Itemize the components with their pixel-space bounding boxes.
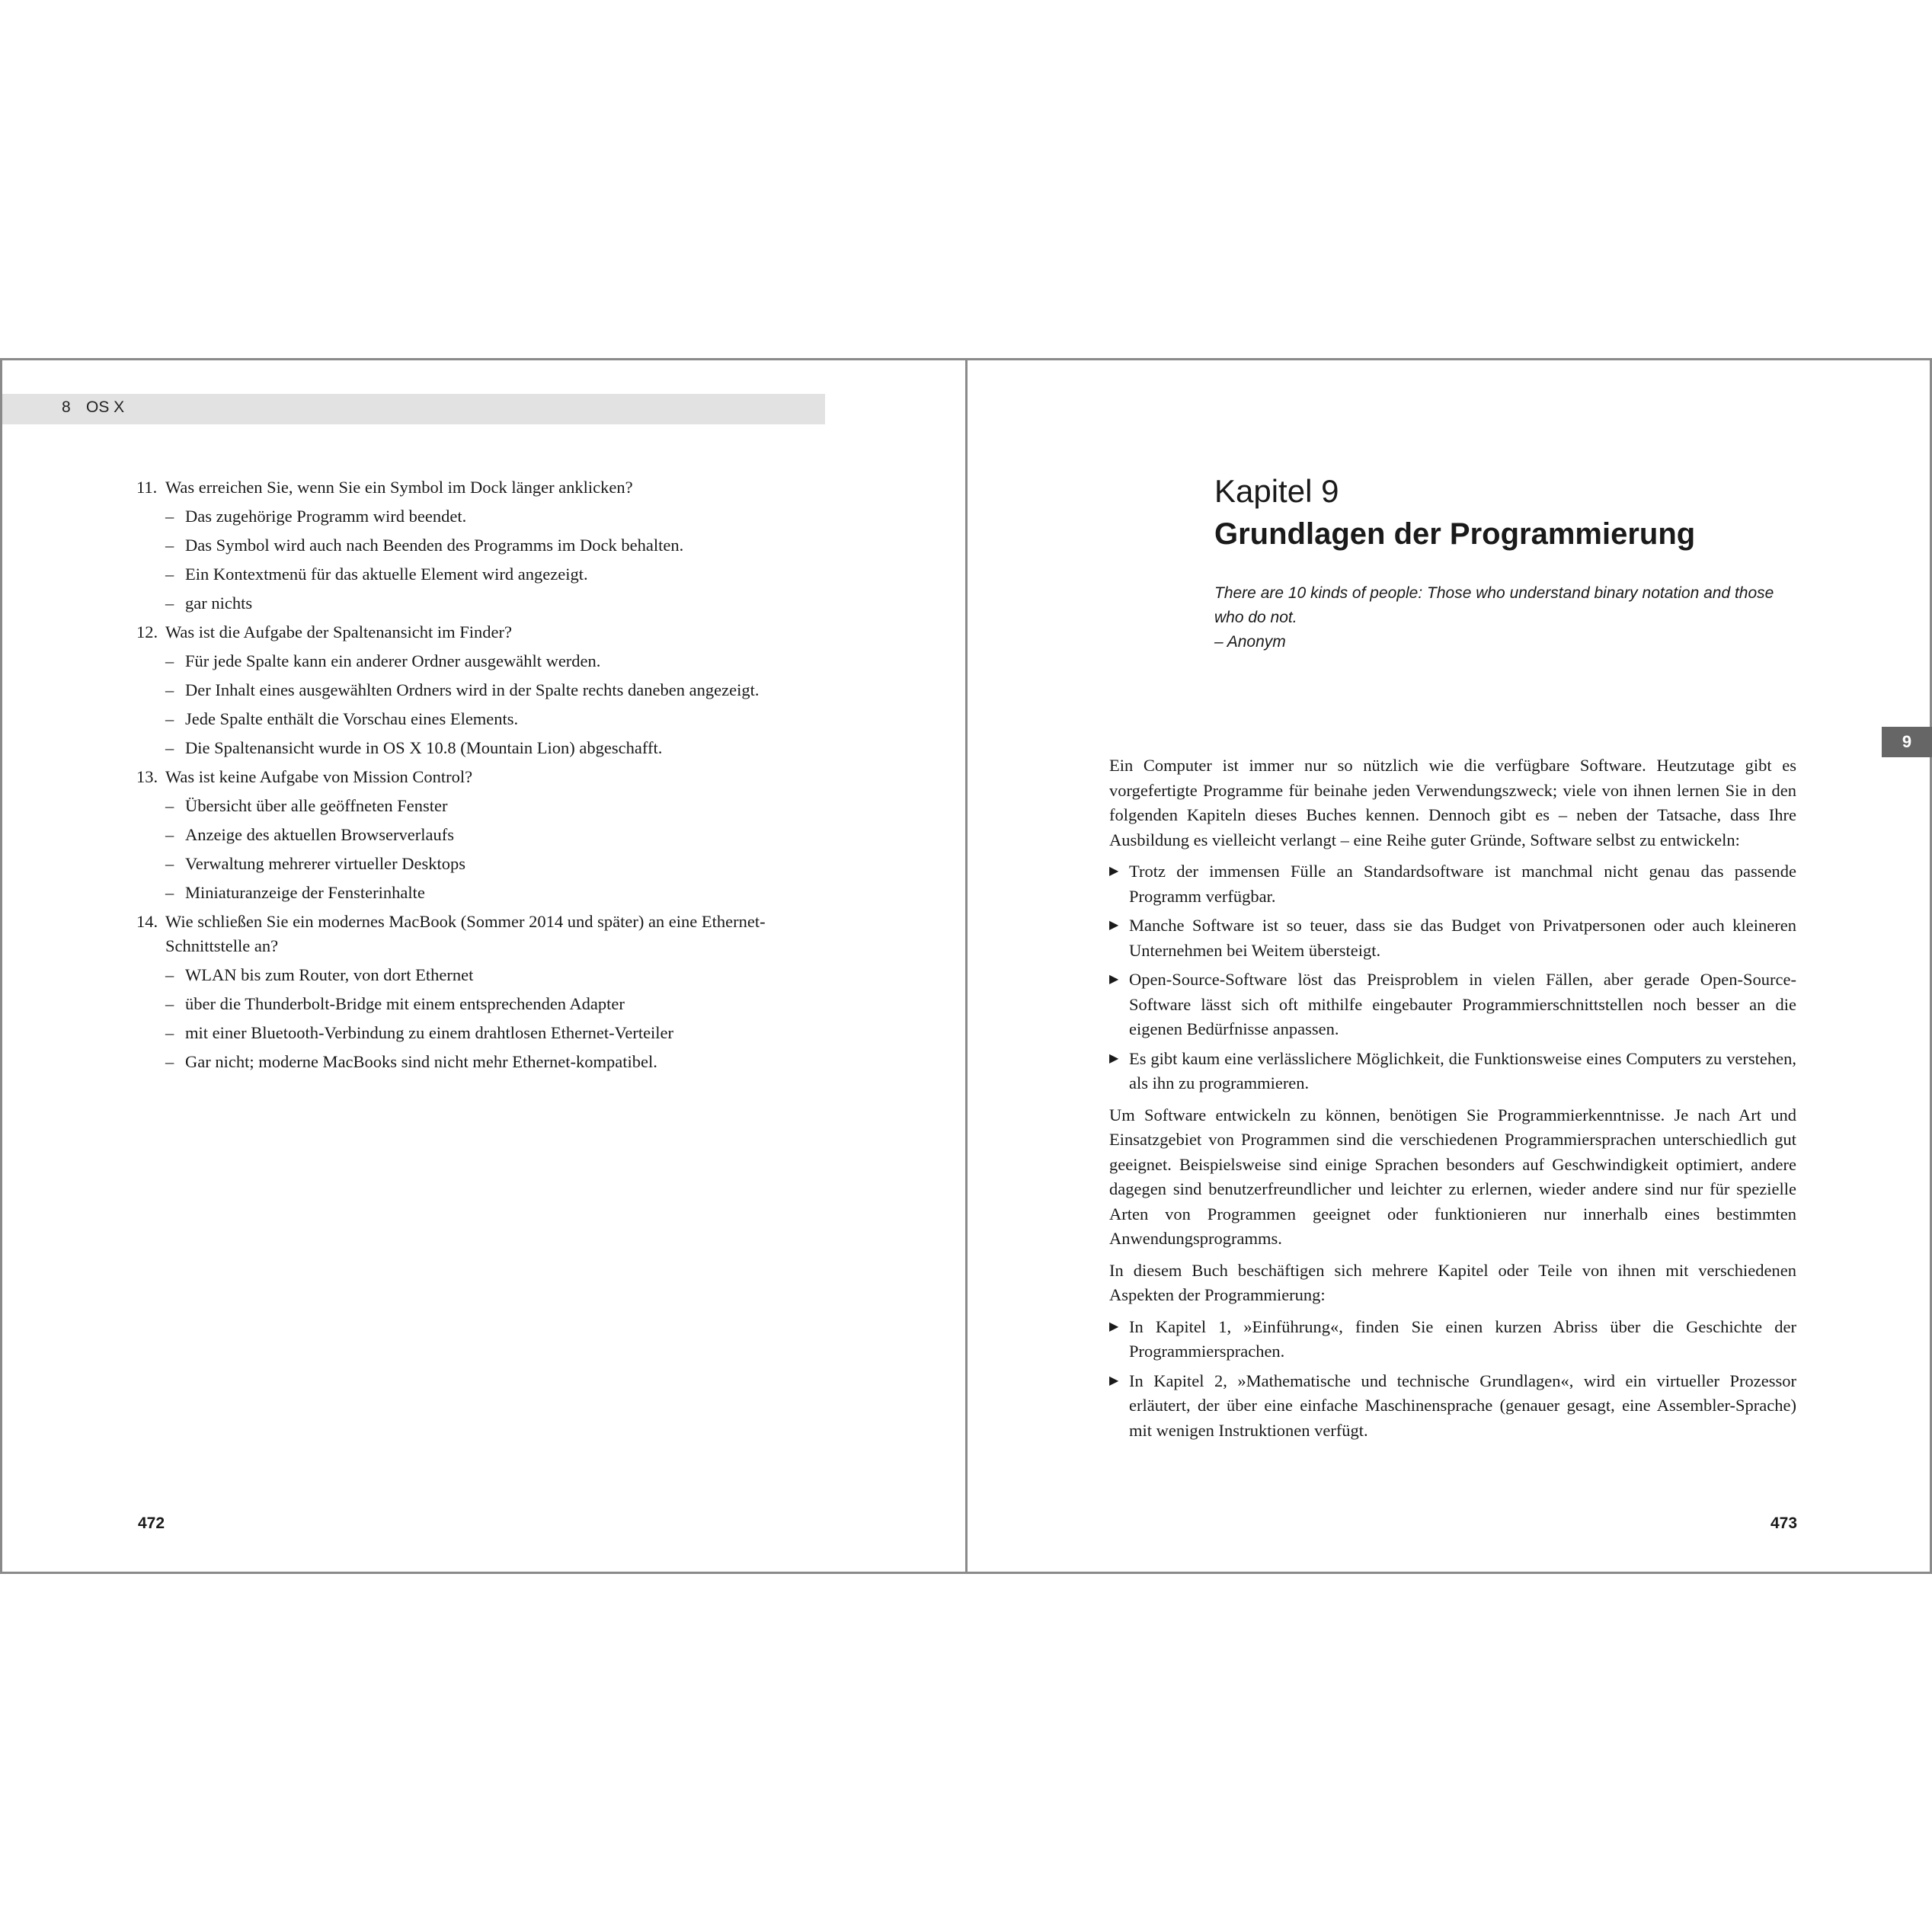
header-chapter-title: OS X (86, 398, 125, 416)
list-item: ▶ Open-Source-Software löst das Preisproblem in vielen Fällen, aber gerade Open-Source-Software lässt sich oft mithilfe eingebauter Programmierschnittstellen noch besser an die eigenen Bedürfnisse anpassen. (1109, 968, 1796, 1042)
question-item (136, 907, 827, 1076)
answer-list (165, 961, 827, 1076)
chapter-label: Kapitel 9 (1214, 473, 1339, 509)
bullet-triangle-icon: ▶ (1109, 919, 1119, 932)
body-paragraph: In diesem Buch beschäftigen sich mehrere Kapitel oder Teile von ihnen mit verschiedenen Aspekten der Programmierung: (1109, 1260, 1796, 1304)
chapter-thumb-tab: 9 (1882, 727, 1932, 757)
answer-list (165, 647, 827, 763)
answer-item: – Miniaturanzeige der Fensterinhalte (165, 883, 425, 902)
answer-item: – Das Symbol wird auch nach Beenden des Programms im Dock behalten. (165, 536, 684, 555)
bullet-triangle-icon: ▶ (1109, 973, 1119, 986)
answer-list (165, 502, 827, 618)
question-text: Was ist keine Aufgabe von Mission Control? (165, 767, 473, 786)
question-item (136, 618, 827, 763)
running-header (2, 394, 825, 424)
question-list (136, 473, 827, 1076)
chapter-body (1109, 753, 1796, 1450)
bullet-triangle-icon: ▶ (1109, 1051, 1119, 1065)
body-paragraph: Um Software entwickeln zu können, benötigen Sie Programmierkenntnisse. Je nach Art und Einsatzgebiet von Programmen sind die verschiedenen Programmiersprachen unterschiedlich gut geeignet. Beispielsweise sind einige Sprachen besonders auf Geschwindigkeit optimiert, andere dagegen sind benutzerfreundlicher und leichter zu erlernen, wieder andere sind nur für spezielle Arten von Programmen geeignet oder funktionieren nur innerhalb eines bestimmten Anwendungsprogramms. (1109, 1105, 1796, 1248)
epigraph-text: There are 10 kinds of people: Those who understand binary notation and those who do not. (1214, 584, 1774, 626)
answer-item: – Anzeige des aktuellen Browserverlaufs (165, 825, 454, 844)
answer-item: – Ein Kontextmenü für das aktuelle Element wird angezeigt. (165, 565, 588, 584)
question-text: Was erreichen Sie, wenn Sie ein Symbol im Dock länger anklicken? (165, 478, 633, 497)
answer-item: – Jede Spalte enthält die Vorschau eines Elements. (165, 709, 519, 728)
answer-item: – Für jede Spalte kann ein anderer Ordner ausgewählt werden. (165, 651, 601, 670)
question-number: 12. (136, 622, 158, 641)
question-text: Was ist die Aufgabe der Spaltenansicht im Finder? (165, 622, 512, 641)
bullet-triangle-icon: ▶ (1109, 1374, 1119, 1387)
answer-item: – Das zugehörige Programm wird beendet. (165, 507, 467, 526)
header-chapter-number: 8 (62, 398, 71, 416)
left-page (0, 358, 968, 1574)
answer-item: – mit einer Bluetooth-Verbindung zu einem drahtlosen Ethernet-Verteiler (165, 1023, 674, 1042)
answer-item: – Gar nicht; moderne MacBooks sind nicht mehr Ethernet-kompatibel. (165, 1052, 657, 1071)
bullet-triangle-icon: ▶ (1109, 1319, 1119, 1333)
answer-list (165, 792, 827, 907)
question-number: 13. (136, 767, 158, 786)
chapter-title: Grundlagen der Programmierung (1214, 517, 1696, 551)
question-item (136, 473, 827, 618)
question-number: 11. (136, 478, 158, 497)
question-number: 14. (136, 912, 158, 931)
list-item: ▶ Manche Software ist so teuer, dass sie das Budget von Privatpersonen oder auch kleineren Unternehmen bei Weitem übersteigt. (1109, 913, 1796, 963)
right-page (965, 358, 1932, 1574)
question-text: Wie schließen Sie ein modernes MacBook (Sommer 2014 und später) an eine Ethernet-Schnittstelle an? (165, 912, 766, 955)
epigraph (1214, 581, 1793, 654)
list-item: ▶ In Kapitel 2, »Mathematische und technische Grundlagen«, wird ein virtueller Prozessor erläutert, der über eine einfache Maschinensprache (genauer gesagt, eine Assembler-Sprache) mit wenigen Instruktionen verfügt. (1109, 1369, 1796, 1444)
answer-item: – WLAN bis zum Router, von dort Ethernet (165, 965, 474, 984)
answer-item: – Übersicht über alle geöffneten Fenster (165, 796, 448, 815)
reasons-list (1109, 859, 1796, 1096)
answer-item: – gar nichts (165, 593, 253, 613)
answer-item: – über die Thunderbolt-Bridge mit einem entsprechenden Adapter (165, 994, 625, 1013)
answer-item: – Der Inhalt eines ausgewählten Ordners wird in der Spalte rechts daneben angezeigt. (165, 680, 760, 699)
list-item: ▶ In Kapitel 1, »Einführung«, finden Sie einen kurzen Abriss über die Geschichte der Programmiersprachen. (1109, 1315, 1796, 1364)
list-item: ▶ Es gibt kaum eine verlässlichere Möglichkeit, die Funktionsweise eines Computers zu verstehen, als ihn zu programmieren. (1109, 1047, 1796, 1096)
chapters-list (1109, 1315, 1796, 1444)
answer-item: – Die Spaltenansicht wurde in OS X 10.8 (Mountain Lion) abgeschafft. (165, 738, 663, 757)
page-number: 472 (138, 1515, 165, 1532)
question-item (136, 763, 827, 907)
epigraph-author: – Anonym (1214, 633, 1286, 651)
answer-item: – Verwaltung mehrerer virtueller Desktops (165, 854, 465, 873)
intro-paragraph: Ein Computer ist immer nur so nützlich wie die verfügbare Software. Heutzutage gibt es vorgefertigte Programme für beinahe jeden Verwendungszweck; viele von ihnen lernen Sie in den folgenden Kapiteln dieses Buches kennen. Dennoch gibt es – neben der Tatsache, dass Ihre Ausbildung es vielleicht verlangt – eine Reihe guter Gründe, Software selbst zu entwickeln: (1109, 756, 1796, 849)
bullet-triangle-icon: ▶ (1109, 865, 1119, 878)
page-number: 473 (1770, 1515, 1798, 1532)
list-item: ▶ Trotz der immensen Fülle an Standardsoftware ist manchmal nicht genau das passende Programm verfügbar. (1109, 859, 1796, 909)
